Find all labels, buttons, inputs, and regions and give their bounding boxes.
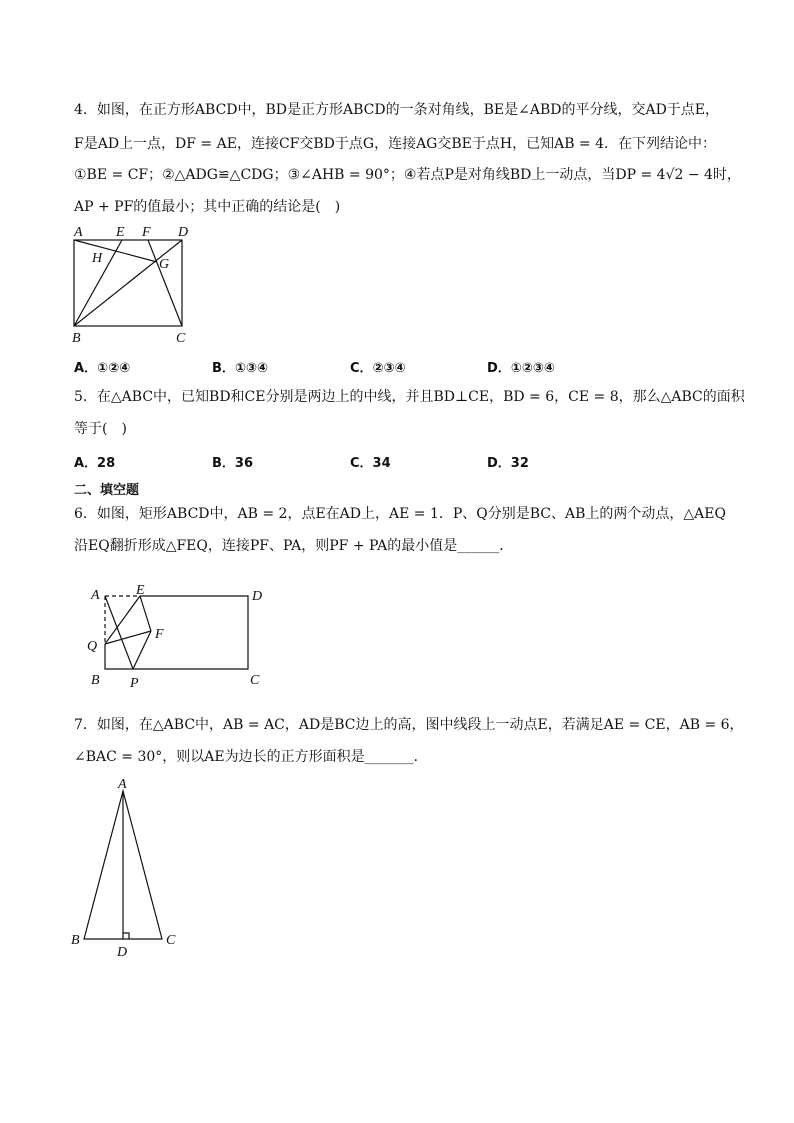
q5-option-a[interactable]: A．28: [74, 456, 116, 471]
q7-label-b: B: [71, 933, 80, 948]
q7-label-d: D: [117, 945, 128, 960]
q5-line-1: 5．在△ABC中，已知BD和CE分别是两边上的中线，并且BD⊥CE，BD = 6，CE = 8，那么△ABC的面积: [74, 389, 745, 405]
q6-line-1: 6．如图，矩形ABCD中，AB = 2，点E在AD上，AE = 1．P、Q分别是BC、AB上的两个动点，△AEQ: [74, 506, 726, 522]
q4-label-c: C: [176, 331, 186, 346]
q6-line-ap: [105, 596, 133, 669]
q6-label-p: P: [130, 676, 139, 691]
q4-figure: [60, 222, 210, 347]
section-title-fill-in: 二、填空题: [74, 483, 140, 498]
q6-label-f: F: [155, 627, 164, 642]
q4-option-d[interactable]: D．①②③④: [487, 361, 555, 376]
q4-label-e: E: [116, 225, 125, 240]
q4-line-ag: [74, 240, 157, 262]
q6-rectangle: [105, 596, 248, 669]
q4-line-2: F是AD上一点，DF = AE，连接CF交BD于点G，连接AG交BE于点H，已知AB = 4．在下列结论中：: [74, 136, 717, 152]
q4-line-3: ①BE = CF；②△ADG≌△CDG；③∠AHB = 90°；④若点P是对角线BD上一动点，当DP = 4√2 − 4时，: [74, 167, 741, 183]
q4-option-a[interactable]: A．①②④: [74, 361, 131, 376]
q7-right-angle-mark: [123, 933, 129, 939]
q4-option-c[interactable]: C．②③④: [350, 361, 406, 376]
q4-label-h: H: [92, 251, 103, 266]
q4-label-a: A: [74, 225, 83, 240]
q6-label-b: B: [91, 673, 100, 688]
q6-line-qe: [105, 596, 140, 644]
q6-line-2: 沿EQ翻折形成△FEQ，连接PF、PA，则PF + PA的最小值是______．: [74, 538, 514, 554]
q6-label-e: E: [136, 583, 145, 598]
q5-line-2: 等于( ): [74, 421, 127, 437]
q6-line-pf: [133, 631, 151, 669]
q4-line-1: 4．如图，在正方形ABCD中，BD是正方形ABCD的一条对角线，BE是∠ABD的平分线，交AD于点E，: [74, 102, 720, 118]
q4-line-4: AP + PF的值最小；其中正确的结论是( ): [74, 199, 341, 215]
q4-option-b[interactable]: B．①③④: [212, 361, 268, 376]
q6-line-qf: [105, 631, 151, 644]
q6-label-d: D: [252, 589, 263, 604]
q4-label-g: G: [159, 257, 170, 272]
q4-label-f: F: [142, 225, 151, 240]
q4-diagonal-bd: [74, 240, 182, 326]
q6-figure: [80, 580, 280, 690]
q5-option-c[interactable]: C．34: [350, 456, 391, 471]
q5-option-b[interactable]: B．36: [212, 456, 253, 471]
q4-label-d: D: [178, 225, 189, 240]
q7-label-a: A: [118, 777, 127, 792]
q7-line-1: 7．如图，在△ABC中，AB = AC，AD是BC边上的高，图中线段上一动点E，若满足AE = CE，AB = 6，: [74, 717, 744, 733]
q4-label-b: B: [72, 331, 81, 346]
q5-option-d[interactable]: D．32: [487, 456, 529, 471]
q7-figure: [68, 775, 188, 960]
q7-line-2: ∠BAC = 30°，则以AE为边长的正方形面积是_______．: [74, 749, 428, 765]
q6-line-ef: [140, 596, 151, 631]
q6-label-a: A: [91, 588, 100, 603]
q6-label-c: C: [250, 673, 260, 688]
q7-label-c: C: [166, 933, 176, 948]
q6-label-q: Q: [87, 639, 98, 654]
